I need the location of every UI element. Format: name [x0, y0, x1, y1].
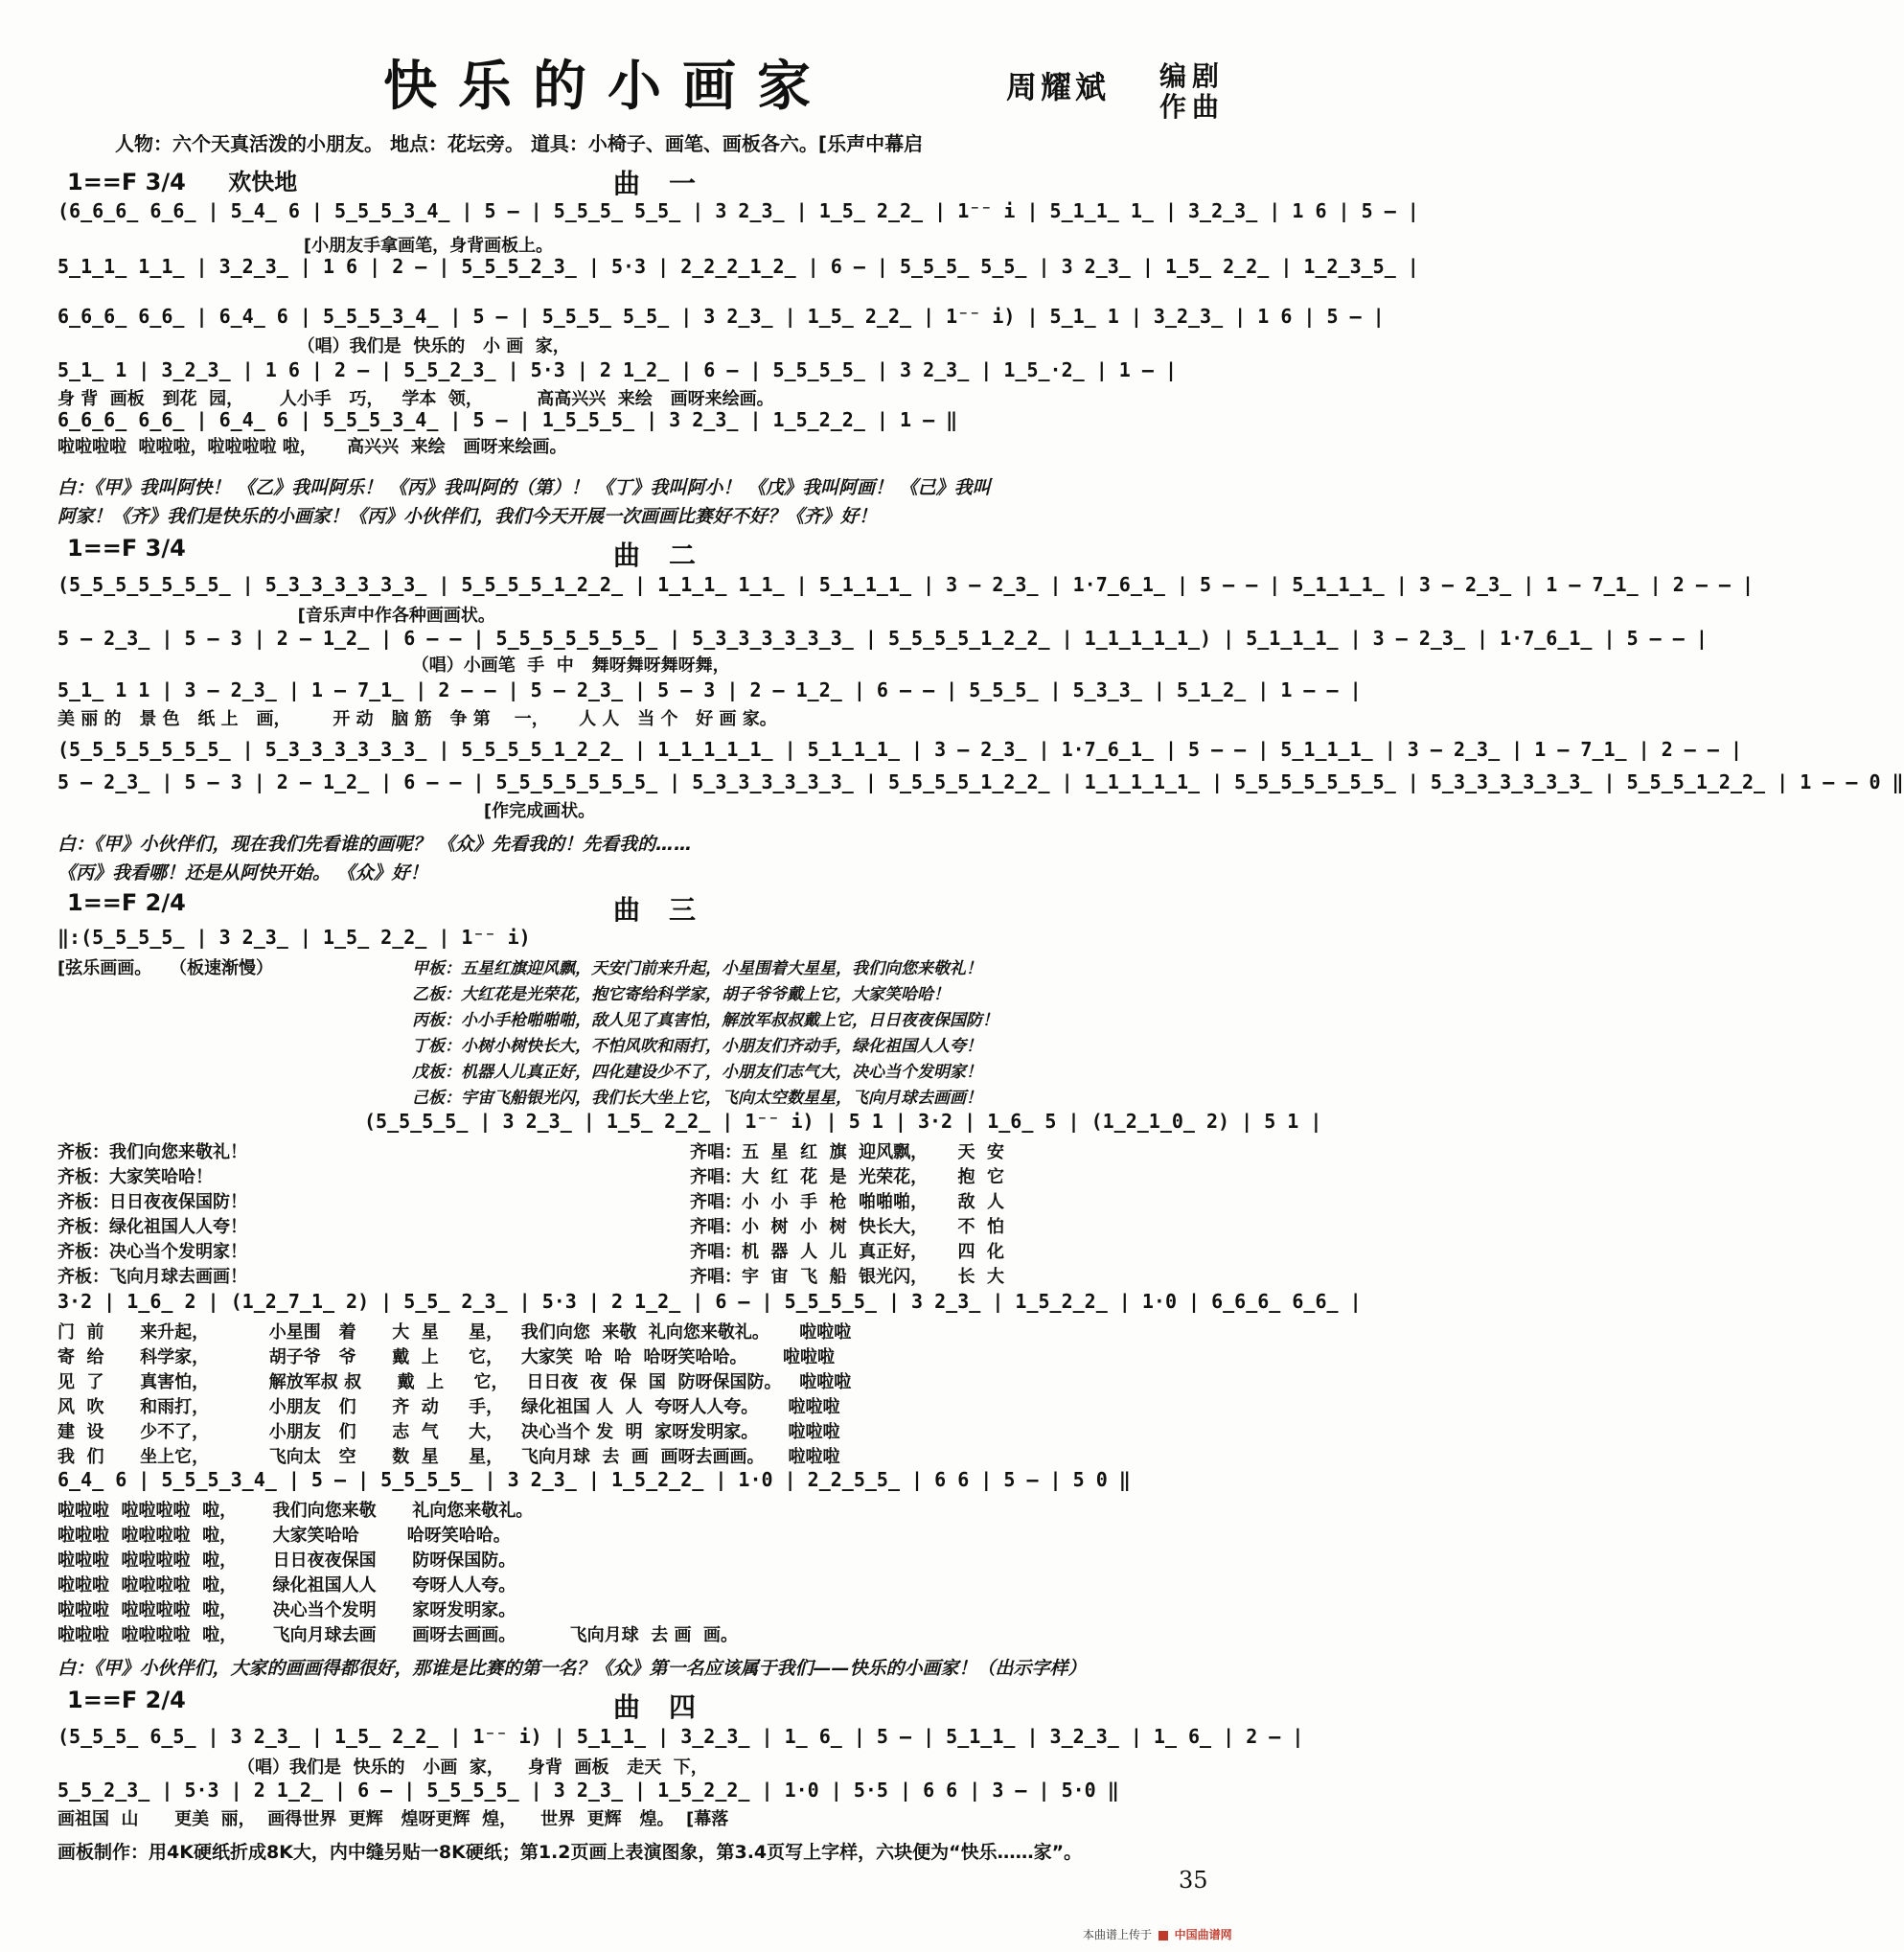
section-3-intro-notation: ‖:(5̲5̲5̲5̲ | 3 2̲3̲ | 1̲5̲ 2̲2̲ | 1⁻⁻ i): [57, 926, 531, 949]
section-1-lyric-line-3: （唱）我们是 快乐的 小 画 家，: [57, 336, 570, 356]
section-3-key-text: 1==F 2/4: [67, 889, 186, 916]
author-role-writer: 编剧: [1159, 60, 1226, 92]
section-4-title: 曲四: [613, 1691, 725, 1723]
verse-line-6: 我 们 坐上它， 飞向太 空 数 星 星， 飞向月球 去 画 画呀去画画。 啦啦啦: [57, 1447, 840, 1467]
section-4-key: [67, 1687, 186, 1713]
cast-setting-props: 人物：六个天真活泼的小朋友。 地点：花坛旁。 道具：小椅子、画笔、画板各六。[乐声中幕启: [115, 132, 924, 155]
la-line-4: 啦啦啦 啦啦啦啦 啦， 绿化祖国人人 夸呀人人夸。: [57, 1575, 516, 1596]
section-2-title: 曲二: [613, 540, 725, 571]
chorus-plate-3: 齐板：日日夜夜保国防！: [57, 1192, 247, 1212]
section-1-dialog-2: 阿家！《齐》我们是快乐的小画家！《丙》小伙伴们，我们今天开展一次画画比赛好不好？《齐》好！: [57, 506, 878, 527]
footer-text: 本曲谱上传于: [1083, 1928, 1153, 1941]
la-line-3: 啦啦啦 啦啦啦啦 啦， 日日夜夜保国 防呀保国防。: [57, 1550, 516, 1571]
role-line-2: 乙板：大红花是光荣花，抱它寄给科学家，胡子爷爷戴上它，大家笑哈哈！: [412, 985, 950, 1004]
la-line-1: 啦啦啦 啦啦啦啦 啦， 我们向您来敬 礼向您来敬礼。: [57, 1501, 534, 1521]
page-number: 35: [1179, 1867, 1208, 1894]
role-line-1: 甲板：五星红旗迎风飘，天安门前来升起，小星围着大星星，我们向您来敬礼！: [412, 959, 982, 978]
section-2-lyric-line-5: [作完成画状。: [57, 801, 596, 821]
verse-line-3: 见 了 真害怕， 解放军叔 叔 戴 上 它， 日日夜 夜 保 国 防呀保国防。 啦啦啦: [57, 1372, 852, 1392]
section-4-lyric-line-2: 画祖国 山 更美 丽， 画得世界 更辉 煌呀更辉 煌， 世界 更辉 煌。 [幕落: [57, 1809, 729, 1829]
section-1-dialog-1: 白：《甲》我叫阿快！ 《乙》我叫阿乐！ 《丙》我叫阿的（第）！ 《丁》我叫阿小！ 《戊》我叫阿画！ 《己》我叫: [57, 477, 991, 498]
role-line-3: 丙板：小小手枪啪啪啪，敌人见了真害怕，解放军叔叔戴上它，日日夜夜保国防！: [412, 1011, 998, 1030]
section-2-notation-line-5: 5 — 2̲3̲ | 5 — 3 | 2 — 1̲2̲ | 6 — — | 5̲5̲5̲5̲5̲5̲5̲ | 5̲3̲3̲3̲3̲3̲3̲ | 5̲5̲5̲5̲1̲2̲2̲ | 1̲1̲1̲1̲1̲ | 5̲5̲5̲5̲5̲5̲5̲ | 5̲3̲3̲3̲3̲3̲3̲ | 5̲5̲5̲1̲2̲2̲ | 1 — — 0 ‖: [57, 770, 1904, 793]
section-1-notation-line-5: 6̲6̲6̲ 6̲6̲ | 6̲4̲ 6 | 5̲5̲5̲3̲4̲ | 5 — | 1̲5̲5̲5̲ | 3 2̲3̲ | 1̲5̲2̲2̲ | 1 — ‖: [57, 408, 958, 431]
la-line-5: 啦啦啦 啦啦啦啦 啦， 决心当个发明 家呀发明家。: [57, 1600, 516, 1620]
chorus-plate-5: 齐板：决心当个发明家！: [57, 1242, 247, 1262]
section-2-notation-line-2: 5 — 2̲3̲ | 5 — 3 | 2 — 1̲2̲ | 6 — — | 5̲5̲5̲5̲5̲5̲5̲ | 5̲3̲3̲3̲3̲3̲3̲ | 5̲5̲5̲5̲1̲2̲2̲ | 1̲1̲1̲1̲1̲) | 5̲1̲1̲1̲ | 3 — 2̲3̲ | 1·7̲6̲1̲ | 5 — — |: [57, 627, 1708, 650]
chorus-sing-1: 齐唱：五 星 红 旗 迎风飘， 天 安: [690, 1142, 1004, 1162]
section-4-notation-line-1: (5̲5̲5̲ 6̲5̲ | 3 2̲3̲ | 1̲5̲ 2̲2̲ | 1⁻⁻ i) | 5̲1̲1̲ | 3̲2̲3̲ | 1̲ 6̲ | 5 — | 5̲1̲1̲ | 3̲2̲3̲ | 1̲ 6̲ | 2 — |: [57, 1725, 1304, 1748]
section-4-key-text: 1==F 2/4: [67, 1687, 186, 1713]
section-3-intro-note: [弦乐画画。 （板速渐慢）: [57, 958, 274, 978]
role-line-4: 丁板：小树小树快长大，不怕风吹和雨打，小朋友们齐动手，绿化祖国人人夸！: [412, 1037, 982, 1056]
section-2-lyric-line-2: （唱）小画笔 手 中 舞呀舞呀舞呀舞，: [57, 655, 730, 676]
section-1-title: 曲一: [613, 168, 725, 199]
la-line-6: 啦啦啦 啦啦啦啦 啦， 飞向月球去画 画呀去画画。 飞向月球 去 画 画。: [57, 1625, 738, 1645]
section-3-notation-b: 3·2 | 1̲6̲ 2 | (1̲2̲7̲1̲ 2) | 5̲5̲ 2̲3̲ | 5·3 | 2 1̲2̲ | 6 — | 5̲5̲5̲5̲ | 3 2̲3̲ | 1̲5̲2̲2̲ | 1·0 | 6̲6̲6̲ 6̲6̲ |: [57, 1290, 1362, 1313]
section-3-title: 曲三: [613, 894, 725, 926]
chorus-sing-6: 齐唱：宇 宙 飞 船 银光闪， 长 大: [690, 1267, 1004, 1287]
chorus-plate-2: 齐板：大家笑哈哈！: [57, 1167, 213, 1187]
footer-brand: 中国曲谱网: [1174, 1928, 1232, 1941]
section-1-lyric-line-5: 啦啦啦啦 啦啦啦，啦啦啦啦 啦， 高兴兴 来绘 画呀来绘画。: [57, 437, 567, 457]
section-1-lyric-line-2: [小朋友手拿画笔，身背画板上。: [57, 236, 554, 256]
section-2-notation-line-4: (5̲5̲5̲5̲5̲5̲5̲ | 5̲3̲3̲3̲3̲3̲3̲ | 5̲5̲5̲5̲1̲2̲2̲ | 1̲1̲1̲1̲1̲ | 5̲1̲1̲1̲ | 3 — 2̲3̲ | 1·7̲6̲1̲ | 5 — — | 5̲1̲1̲1̲ | 3 — 2̲3̲ | 1 — 7̲1̲ | 2 — — |: [57, 738, 1742, 761]
chorus-sing-4: 齐唱：小 树 小 树 快长大， 不 怕: [690, 1217, 1004, 1237]
chorus-sing-3: 齐唱：小 小 手 枪 啪啪啪， 敌 人: [690, 1192, 1004, 1212]
section-1-notation-line-1: (6̲6̲6̲ 6̲6̲ | 5̲4̲ 6 | 5̲5̲5̲3̲4̲ | 5 — | 5̲5̲5̲ 5̲5̲ | 3 2̲3̲ | 1̲5̲ 2̲2̲ | 1⁻⁻ i | 5̲1̲1̲ 1̲ | 3̲2̲3̲ | 1 6 | 5 — |: [57, 199, 1419, 222]
section-1-notation-line-3: 6̲6̲6̲ 6̲6̲ | 6̲4̲ 6 | 5̲5̲5̲3̲4̲ | 5 — | 5̲5̲5̲ 5̲5̲ | 3 2̲3̲ | 1̲5̲ 2̲2̲ | 1⁻⁻ i) | 5̲1̲ 1 | 3̲2̲3̲ | 1 6 | 5 — |: [57, 305, 1385, 328]
chorus-sing-5: 齐唱：机 器 人 儿 真正好， 四 化: [690, 1242, 1004, 1262]
section-2-notation-line-1: (5̲5̲5̲5̲5̲5̲5̲ | 5̲3̲3̲3̲3̲3̲3̲ | 5̲5̲5̲5̲1̲2̲2̲ | 1̲1̲1̲ 1̲1̲ | 5̲1̲1̲1̲ | 3 — 2̲3̲ | 1·7̲6̲1̲ | 5 — — | 5̲1̲1̲1̲ | 3 — 2̲3̲ | 1 — 7̲1̲ | 2 — — |: [57, 573, 1755, 596]
section-2-key: [67, 535, 186, 562]
chorus-plate-4: 齐板：绿化祖国人人夸！: [57, 1217, 247, 1237]
section-4-lyric-line-1: （唱）我们是 快乐的 小画 家， 身背 画板 走天 下，: [57, 1757, 708, 1778]
section-1-notation-line-2: 5̲1̲1̲ 1̲1̲ | 3̲2̲3̲ | 1 6 | 2 — | 5̲5̲5̲2̲3̲ | 5·3 | 2̲2̲2̲1̲2̲ | 6 — | 5̲5̲5̲ 5̲5̲ | 3 2̲3̲ | 1̲5̲ 2̲2̲ | 1̲2̲3̲5̲ |: [57, 255, 1419, 278]
chorus-plate-6: 齐板：飞向月球去画画！: [57, 1267, 247, 1287]
section-3-dialog: 白：《甲》小伙伴们，大家的画画得都很好，那谁是比赛的第一名？《众》第一名应该属于我们——快乐的小画家！（出示字样）: [57, 1658, 1087, 1679]
chorus-plate-1: 齐板：我们向您来敬礼！: [57, 1142, 247, 1162]
section-2-dialog-1: 白：《甲》小伙伴们，现在我们先看谁的画呢？ 《众》先看我的！先看我的……: [57, 834, 693, 855]
section-3-key: [67, 889, 186, 916]
role-line-6: 己板：宇宙飞船银光闪，我们长大坐上它，飞向太空数星星，飞向月球去画画！: [412, 1089, 982, 1108]
section-2-lyric-line-3: 美 丽 的 景 色 纸 上 画， 开 动 脑 筋 争 第 一， 人 人 当 个 好 画 家。: [57, 709, 777, 729]
section-2-notation-line-3: 5̲1̲ 1 1 | 3 — 2̲3̲ | 1 — 7̲1̲ | 2 — — | 5 — 2̲3̲ | 5 — 3 | 2 — 1̲2̲ | 6 — — | 5̲5̲5̲ | 5̲3̲3̲ | 5̲1̲2̲ | 1 — — |: [57, 678, 1362, 701]
site-logo-icon: [1158, 1931, 1168, 1941]
verse-line-1: 门 前 来升起， 小星围 着 大 星 星， 我们向您 来敬 礼向您来敬礼。 啦啦啦: [57, 1322, 852, 1343]
author-role-composer: 作曲: [1159, 91, 1226, 123]
section-3-notation-c: 6̲4̲ 6 | 5̲5̲5̲3̲4̲ | 5 — | 5̲5̲5̲5̲ | 3 2̲3̲ | 1̲5̲2̲2̲ | 1·0 | 2̲2̲5̲5̲ | 6 6 | 5 — | 5 0 ‖: [57, 1468, 1131, 1491]
chorus-sing-2: 齐唱：大 红 花 是 光荣花， 抱 它: [690, 1167, 1004, 1187]
role-line-5: 戊板：机器人儿真正好，四化建设少不了，小朋友们志气大，决心当个发明家！: [412, 1063, 982, 1082]
section-1-key: [67, 163, 297, 196]
footer-credit: [1083, 1926, 1232, 1942]
section-1-key-text: 1==F 3/4: [67, 169, 186, 195]
section-2-key-text: 1==F 3/4: [67, 535, 186, 562]
section-1-notation-line-4: 5̲1̲ 1 | 3̲2̲3̲ | 1 6 | 2 — | 5̲5̲2̲3̲ | 5·3 | 2 1̲2̲ | 6 — | 5̲5̲5̲5̲ | 3 2̲3̲ | 1̲5̲·2̲ | 1 — |: [57, 358, 1177, 381]
section-2-dialog-2: 《丙》我看哪！还是从阿快开始。 《众》好！: [57, 862, 428, 884]
section-1-lyric-line-4: 身 背 画板 到花 园， 人小手 巧， 学本 领， 高高兴兴 来绘 画呀来绘画。: [57, 389, 774, 409]
section-3-notation-a: (5̲5̲5̲5̲ | 3 2̲3̲ | 1̲5̲ 2̲2̲ | 1⁻⁻ i) | 5 1 | 3·2 | 1̲6̲ 5 | (1̲2̲1̲0̲ 2) | 5 1 |: [364, 1110, 1322, 1133]
section-4-notation-line-2: 5̲5̲2̲3̲ | 5·3 | 2 1̲2̲ | 6 — | 5̲5̲5̲5̲ | 3 2̲3̲ | 1̲5̲2̲2̲ | 1·0 | 5·5 | 6 6 | 3 — | 5·0 ‖: [57, 1779, 1119, 1802]
section-2-lyric-line-1: [音乐声中作各种画画状。: [57, 606, 495, 626]
verse-line-5: 建 设 少不了， 小朋友 们 志 气 大， 决心当个 发 明 家呀发明家。 啦啦啦: [57, 1422, 840, 1442]
section-1-tempo: 欢快地: [228, 169, 298, 195]
production-note: 画板制作：用4K硬纸折成8K大，内中缝另贴一8K硬纸；第1.2页画上表演图象，第3.4页写上字样，六块便为“快乐……家”。: [57, 1842, 1083, 1863]
author-name: 周耀斌: [1006, 69, 1111, 105]
verse-line-2: 寄 给 科学家， 胡子爷 爷 戴 上 它， 大家笑 哈 哈 哈呀笑哈哈。 啦啦啦: [57, 1347, 836, 1367]
verse-line-4: 风 吹 和雨打， 小朋友 们 齐 动 手， 绿化祖国 人 人 夸呀人人夸。 啦啦啦: [57, 1397, 840, 1417]
la-line-2: 啦啦啦 啦啦啦啦 啦， 大家笑哈哈 哈呀笑哈哈。: [57, 1526, 511, 1546]
page-title: 快乐的小画家: [383, 55, 832, 118]
